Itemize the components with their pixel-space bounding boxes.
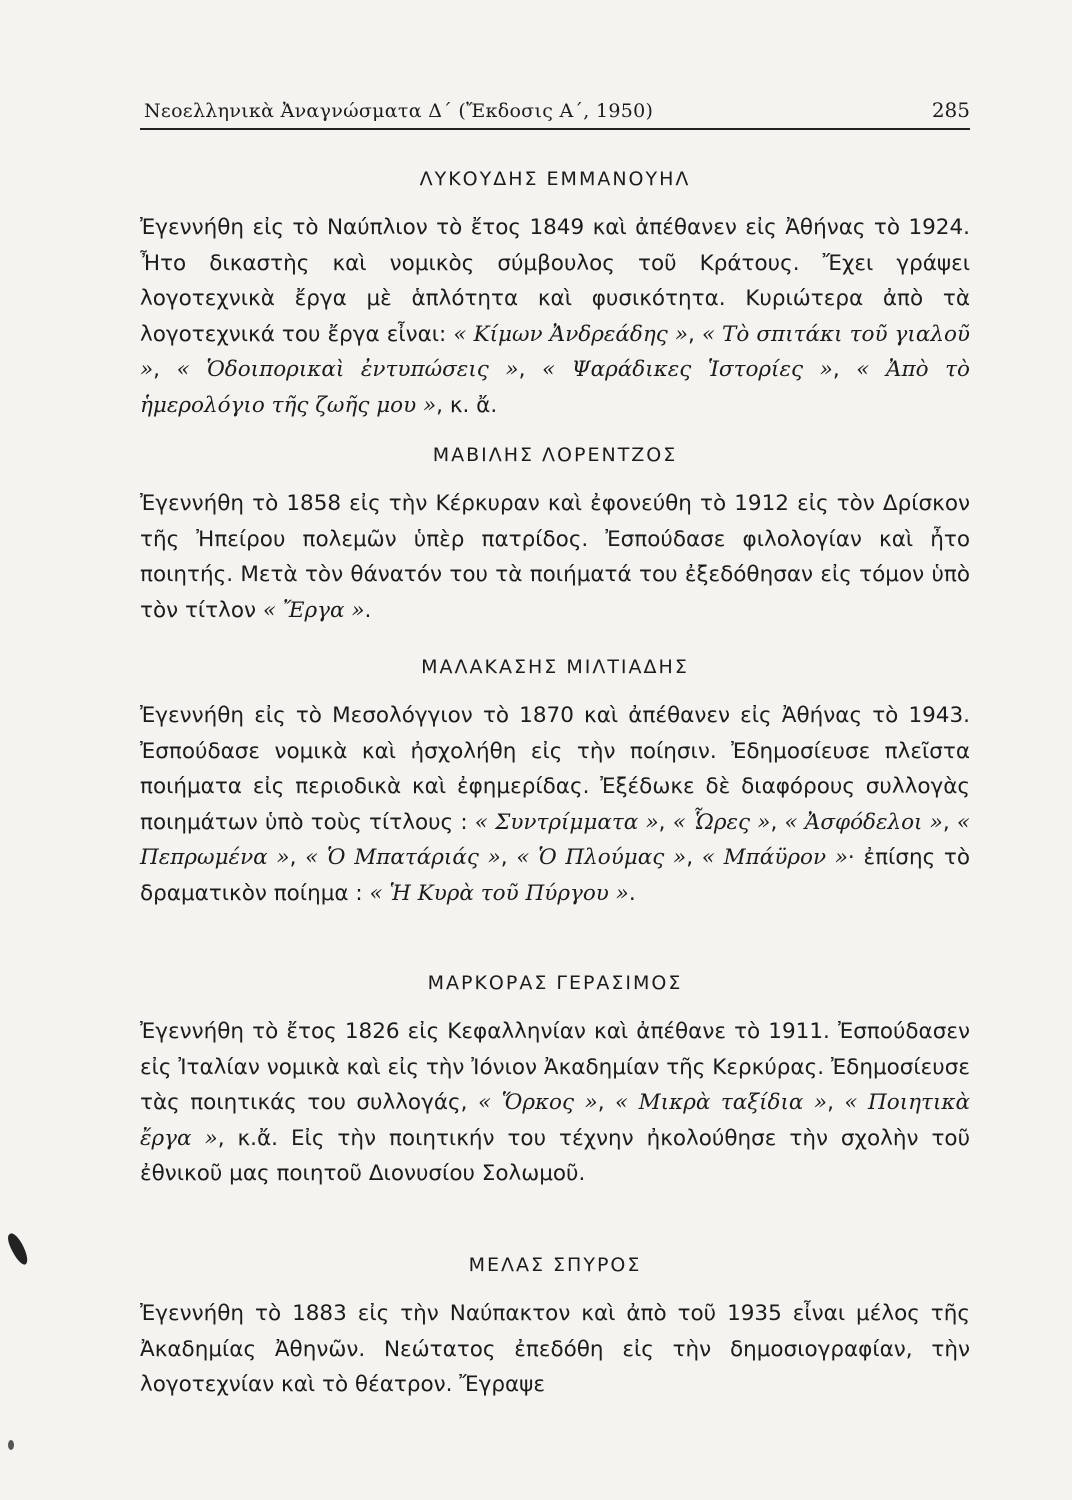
- entry-text: Ἐγεννήθη εἰς τὸ Ναύπλιον τὸ ἔτος 1849 καὶ ἀπέθανεν εἰς Ἀθήνας τὸ 1924. Ἦτο δικαστὴς καὶ νομικὸς σύμβουλος τοῦ Κράτους. Ἔχει γράψει λογοτεχνικὰ ἔργα μὲ ἁπλότητα καὶ φυσικότητα. Κυριώτερα ἀπὸ τὰ λογοτεχνικά του ἔργα εἶναι:: [140, 215, 970, 347]
- work-title: « Ἡ Κυρὰ τοῦ Πύργου »: [369, 880, 629, 906]
- work-title: « Πεπρωμένα »: [140, 809, 971, 870]
- entry-body: Ἐγεννήθη εἰς τὸ Ναύπλιον τὸ ἔτος 1849 καὶ ἀπέθανεν εἰς Ἀθήνας τὸ 1924. Ἦτο δικαστὴς καὶ νομικὸς σύμβουλος τοῦ Κράτους. Ἔχει γράψει λογοτεχνικὰ ἔργα μὲ ἁπλότητα καὶ φυσικότητα. Κυριώτερα ἀπὸ τὰ λογοτεχνικά του ἔργα εἶναι: « Κίμων Ἀνδρεάδης », « Τὸ σπιτάκι τοῦ γιαλοῦ », « Ὁδοιπορικαὶ ἐντυπώσεις », « Ψαράδικες Ἱστορίες », « Ἀπὸ τὸ ἡμερολόγιο τῆς ζωῆς μου », κ. ἄ.: [140, 215, 970, 418]
- entry-closing: .: [364, 597, 372, 623]
- entry-text: Ἐγεννήθη τὸ 1883 εἰς τὴν Ναύπακτον καὶ ἀπὸ τοῦ 1935 εἶναι μέλος τῆς Ἀκαδημίας Ἀθηνῶν. Νεώτατος ἐπεδόθη εἰς τὴν δημοσιογραφίαν, τὴν λογοτεχνίαν καὶ τὸ θέατρον. Ἔγραψε: [140, 1301, 970, 1397]
- entry-markoras: [140, 972, 970, 1192]
- work-title: « Ὁ Πλούμας »: [516, 845, 687, 870]
- entry-body: Ἐγεννήθη τὸ ἔτος 1826 εἰς Κεφαλληνίαν καὶ ἀπέθανε τὸ 1911. Ἐσπούδασεν εἰς Ἰταλίαν νομικὰ καὶ εἰς τὴν Ἰόνιον Ἀκαδημίαν τῆς Κερκύρας. Ἐδημοσίευσε τὰς ποιητικάς του συλλογάς, « Ὅρκος », « Μικρὰ ταξίδια », « Ποιητικὰ ἔργα », κ.ἄ. Εἰς τὴν ποιητικήν του τέχνην ἠκολούθησε τὴν σχολὴν τοῦ ἐθνικοῦ μας ποιητοῦ Διονυσίου Σολωμοῦ.: [140, 1019, 971, 1186]
- entry-body: [140, 486, 970, 628]
- running-header: [140, 92, 970, 130]
- scan-speck: [8, 1440, 14, 1450]
- entry-text: Ἐγεννήθη εἰς τὸ Μεσολόγγιον τὸ 1870 καὶ ἀπέθανεν εἰς Ἀθήνας τὸ 1943. Ἐσπούδασε νομικὰ καὶ ἠσχολήθη εἰς τὴν ποίησιν. Ἐδημοσίευσε πλεῖστα ποιήματα εἰς περιοδικὰ καὶ ἐφημερίδας. Ἐξέδωκε δὲ διαφόρους συλλογὰς ποιημάτων ὑπὸ τοὺς τίτλους :: [140, 703, 970, 835]
- work-title: « Ὅρκος »: [477, 1090, 598, 1115]
- entry-name: ΜΑΒΙΛΗΣ ΛΟΡΕΝΤΖΟΣ: [432, 444, 678, 466]
- work-title: « Ὁ Μπατάριάς »: [305, 845, 501, 870]
- work-title: « Ψαράδικες Ἱστορίες »: [541, 357, 833, 382]
- entry-text: Ἐγεννήθη τὸ ἔτος 1826 εἰς Κεφαλληνίαν καὶ ἀπέθανε τὸ 1911. Ἐσπούδασεν εἰς Ἰταλίαν νομικὰ καὶ εἰς τὴν Ἰόνιον Ἀκαδημίαν τῆς Κερκύρας. Ἐδημοσίευσε τὰς ποιητικάς του συλλογάς,: [140, 1019, 970, 1115]
- work-title: « Μπάϋρον »: [701, 845, 848, 870]
- page-number: 285: [931, 98, 970, 122]
- work-title: « Ὁδοιπορικαὶ ἐντυπώσεις »: [176, 357, 519, 382]
- work-title: « Ὧρες »: [672, 809, 771, 835]
- entry-name: ΜΑΡΚΟΡΑΣ ΓΕΡΑΣΙΜΟΣ: [427, 972, 683, 994]
- entry-closing: κ. ἄ.: [449, 392, 498, 418]
- entry-body: [140, 1296, 970, 1403]
- work-title: « Συντρίμματα »: [474, 809, 659, 835]
- entry-closing-extra: .: [628, 880, 636, 906]
- scan-speck: [4, 1231, 31, 1266]
- entry-lykoudis: [140, 168, 970, 423]
- entry-name: ΜΑΛΑΚΑΣΗΣ ΜΙΛΤΙΑΔΗΣ: [421, 656, 689, 678]
- work-title: « Μικρὰ ταξίδια »: [615, 1090, 828, 1115]
- entry-melas: [140, 1254, 970, 1403]
- entry-mavilis: [140, 444, 970, 628]
- entry-name: ΜΕΛΑΣ ΣΠΥΡΟΣ: [468, 1254, 642, 1276]
- work-title: « Ἔργα »: [262, 597, 365, 623]
- work-title: « Ἀσφόδελοι »: [784, 809, 943, 835]
- work-title: « Ποιητικὰ ἔργα »: [140, 1090, 970, 1151]
- entry-text: Ἐγεννήθη τὸ 1858 εἰς τὴν Κέρκυραν καὶ ἐφονεύθη τὸ 1912 εἰς τὸν Δρίσκον τῆς Ἠπείρου πολεμῶν ὑπὲρ πατρίδος. Ἐσπούδασε φιλολογίαν καὶ ἦτο ποιητής. Μετὰ τὸν θάνατόν του τὰ ποιήματά του ἐξεδόθησαν εἰς τόμον ὑπὸ τὸν τίτλον: [140, 491, 970, 623]
- book-title: Νεοελληνικὰ Ἀναγνώσματα Δ΄ (Ἔκδοσις Α΄, 1950): [144, 100, 654, 122]
- entry-name: ΛΥΚΟΥΔΗΣ ΕΜΜΑΝΟΥΗΛ: [419, 168, 691, 190]
- work-title: « Κίμων Ἀνδρεάδης »: [453, 321, 688, 347]
- entry-closing: κ.ἄ. Εἰς τὴν ποιητικήν του τέχνην ἠκολούθησε τὴν σχολὴν τοῦ ἐθνικοῦ μας ποιητοῦ Διονυσίου Σολωμοῦ.: [140, 1125, 971, 1186]
- work-title: « Ἀπὸ τὸ ἡμερολόγιο τῆς ζωῆς μου »: [140, 357, 970, 418]
- work-title: « Τὸ σπιτάκι τοῦ γιαλοῦ »: [140, 321, 970, 382]
- entry-body: Ἐγεννήθη εἰς τὸ Μεσολόγγιον τὸ 1870 καὶ ἀπέθανεν εἰς Ἀθήνας τὸ 1943. Ἐσπούδασε νομικὰ καὶ ἠσχολήθη εἰς τὴν ποίησιν. Ἐδημοσίευσε πλεῖστα ποιήματα εἰς περιοδικὰ καὶ ἐφημερίδας. Ἐξέδωκε δὲ διαφόρους συλλογὰς ποιημάτων ὑπὸ τοὺς τίτλους : « Συντρίμματα », « Ὧρες », « Ἀσφόδελοι », « Πεπρωμένα », « Ὁ Μπατάριάς », « Ὁ Πλούμας », « Μπάϋρον »· ἐπίσης τὸ δραματικὸν ποίημα : « Ἡ Κυρὰ τοῦ Πύργου ».: [140, 703, 971, 906]
- entry-malakasis: [140, 656, 970, 911]
- entry-closing: · ἐπίσης τὸ δραματικὸν ποίημα :: [140, 845, 971, 906]
